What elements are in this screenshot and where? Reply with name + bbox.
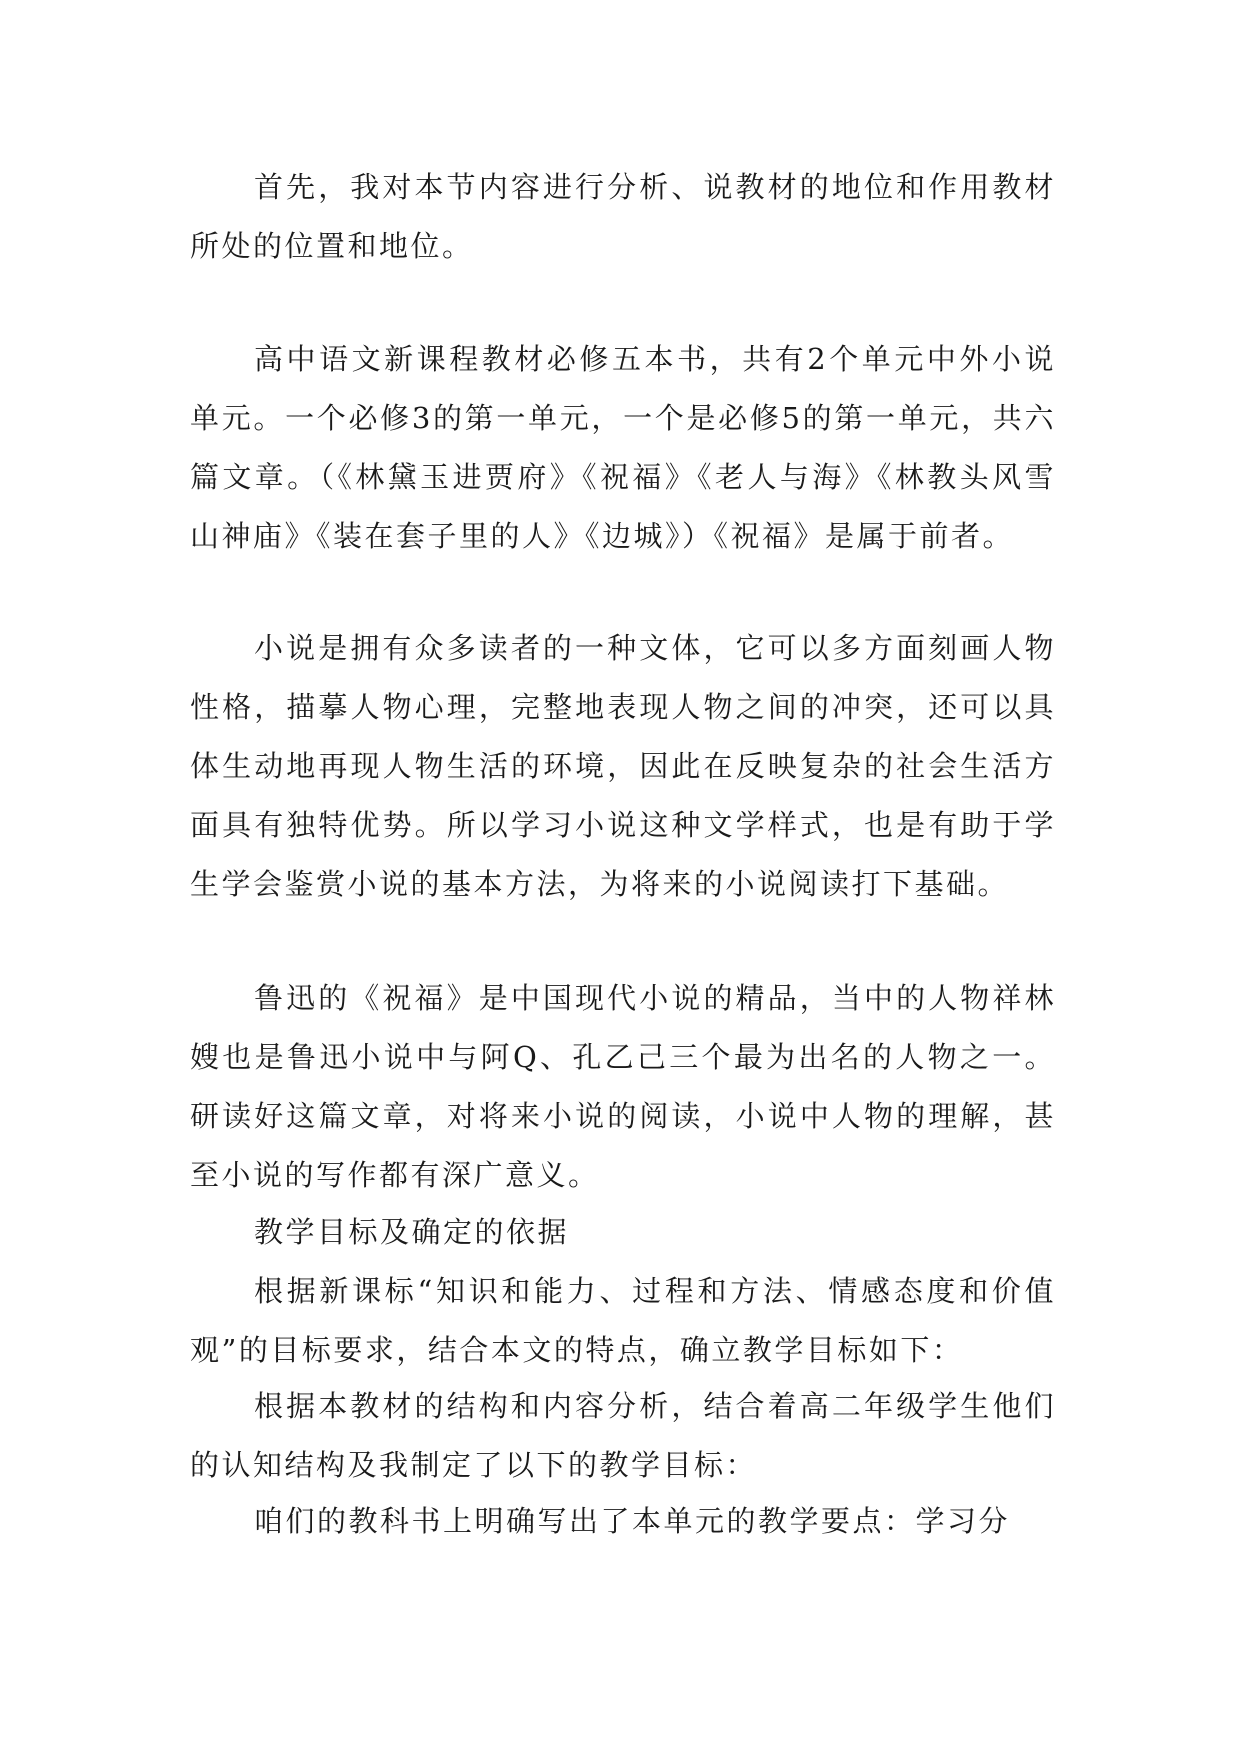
paragraph-curriculum-standard: 根据新课标“知识和能力、过程和方法、情感态度和价值观”的目标要求，结合本文的特点，确立教学目标如下：	[190, 1274, 1056, 1367]
paragraph-lu-xun: 鲁迅的《祝福》是中国现代小说的精品，当中的人物祥林嫂也是鲁迅小说中与阿Q、孔乙己三个最为出名的人物之一。研读好这篇文章，对将来小说的阅读，小说中人物的理解，甚至小说的写作都有深广意义。	[190, 981, 1056, 1192]
paragraph-student-structure: 根据本教材的结构和内容分析，结合着高二年级学生他们的认知结构及我制定了以下的教学目标：	[190, 1389, 1056, 1482]
paragraph-textbook-points: 咱们的教科书上明确写出了本单元的教学要点：学习分	[254, 1504, 1011, 1538]
paragraph-intro: 首先，我对本节内容进行分析、说教材的地位和作用教材所处的位置和地位。	[190, 170, 1056, 263]
paragraph-textbook-units: 高中语文新课程教材必修五本书，共有2个单元中外小说单元。一个必修3的第一单元，一个是必修5的第一单元，共六篇文章。（《林黛玉进贾府》《祝福》《老人与海》《林教头风雪山神庙》《装在套子里的人》《边城》）《祝福》是属于前者。	[190, 342, 1056, 553]
paragraph-novel-genre: 小说是拥有众多读者的一种文体，它可以多方面刻画人物性格，描摹人物心理，完整地表现人物之间的冲突，还可以具体生动地再现人物生活的环境，因此在反映复杂的社会生活方面具有独特优势。所以学习小说这种文学样式，也是有助于学生学会鉴赏小说的基本方法，为将来的小说阅读打下基础。	[190, 631, 1056, 901]
section-heading-teaching-goals: 教学目标及确定的依据	[254, 1215, 570, 1249]
